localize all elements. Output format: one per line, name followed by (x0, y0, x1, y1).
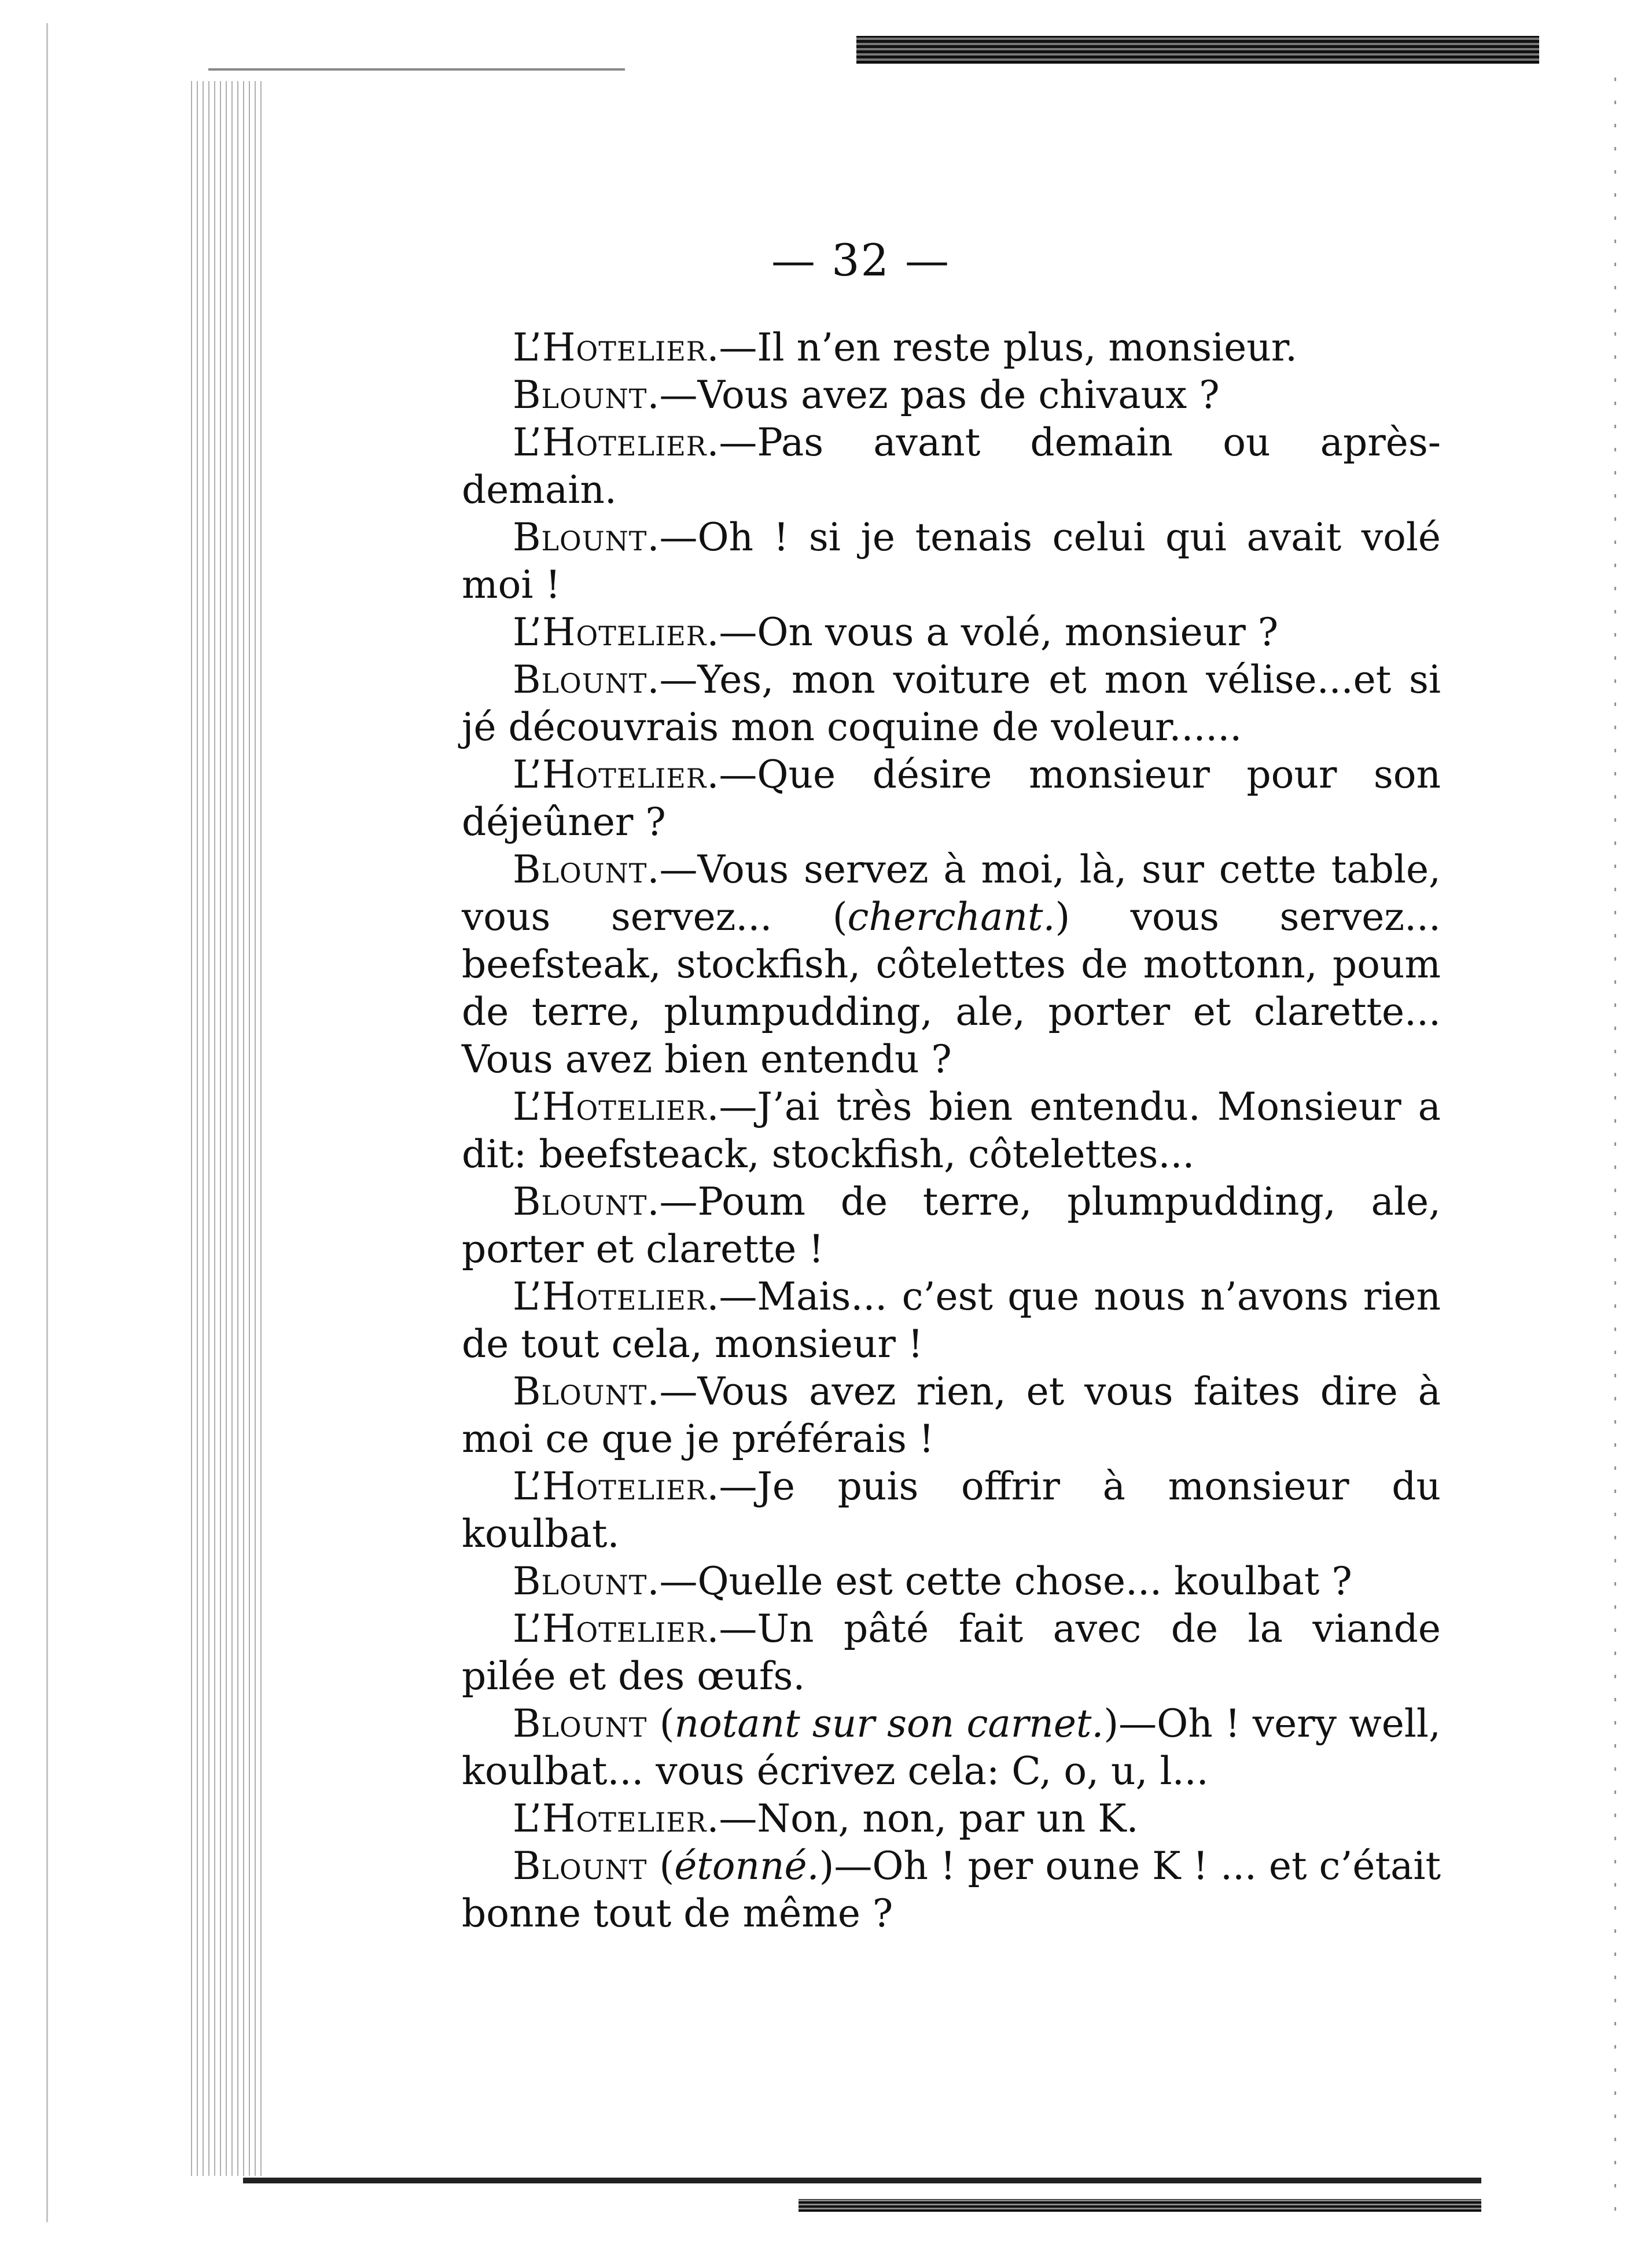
dialogue-line: .—Un pâté fait avec de la viande pilée et des œufs. (462, 1606, 1441, 1698)
dialogue-paragraph (462, 514, 1441, 609)
dialogue-line: .—Non, non, par un K. (707, 1796, 1139, 1841)
scan-shadow-line (46, 23, 48, 2222)
dialogue-line: .—Oh ! si je tenais celui qui avait volé moi ! (462, 515, 1441, 607)
speaker-name: L’Hotelier (513, 420, 707, 465)
right-scan-edge (1614, 69, 1616, 2211)
dialogue-paragraph (462, 1083, 1441, 1178)
dialogue-line: .—Mais... c’est que nous n’avons rien de tout cela, monsieur ! (462, 1274, 1441, 1366)
dialogue-line-continued: )—Oh ! per oune K ! ... et c’était bonne tout de même ? (462, 1844, 1441, 1936)
speaker-name: Blount (513, 1701, 647, 1746)
speaker-name: Blount (513, 1179, 647, 1224)
dialogue-paragraph (462, 1463, 1441, 1558)
bottom-page-rule (243, 2178, 1481, 2183)
book-page-edges (191, 81, 266, 2176)
speaker-name: Blount (513, 1844, 647, 1888)
speaker-name: L’Hotelier (513, 1274, 707, 1319)
stage-direction: cherchant. (847, 895, 1055, 939)
speaker-name: L’Hotelier (513, 1606, 707, 1651)
dialogue-line: .—Pas avant demain ou après-demain. (462, 420, 1441, 512)
speaker-name: L’Hotelier (513, 752, 707, 797)
dialogue-line: .—Poum de terre, plumpudding, ale, porter et clarette ! (462, 1179, 1441, 1271)
speaker-name: Blount (513, 1369, 647, 1414)
dialogue-paragraph (462, 419, 1441, 514)
top-scan-artifact (856, 36, 1539, 64)
speaker-name: L’Hotelier (513, 1796, 707, 1841)
dialogue-paragraph (462, 1368, 1441, 1463)
dialogue-paragraph (462, 609, 1441, 656)
top-scan-rule (208, 68, 625, 71)
dialogue-line-continued: )—Oh ! very well, koulbat... vous écrivez cela: C, o, u, l... (462, 1701, 1441, 1793)
dialogue-text (462, 324, 1441, 1937)
stage-direction: étonné. (674, 1844, 819, 1888)
dialogue-paragraph (462, 846, 1441, 1083)
dialogue-paragraph (462, 1605, 1441, 1700)
speaker-name: L’Hotelier (513, 1084, 707, 1129)
dialogue-line: .—On vous a volé, monsieur ? (707, 610, 1279, 655)
dialogue-line: .—Vous avez pas de chivaux ? (647, 373, 1220, 417)
dialogue-paragraph (462, 1273, 1441, 1368)
dialogue-paragraph (462, 656, 1441, 751)
dialogue-line: .—Que désire monsieur pour son déjeûner ? (462, 752, 1441, 844)
dialogue-line-continued: ) vous servez... beefsteak, stockfish, côtelettes de mottonn, poum de terre, plumpudding, ale, porter et clarette... Vous avez bien entendu ? (462, 895, 1441, 1082)
dialogue-line: .—Il n’en reste plus, monsieur. (707, 325, 1298, 370)
speaker-name: L’Hotelier (513, 325, 707, 370)
dialogue-paragraph (462, 1700, 1441, 1795)
dialogue-line: .—Yes, mon voiture et mon vélise...et si jé découvrais mon coquine de voleur...... (462, 657, 1441, 749)
speaker-name: Blount (513, 657, 647, 702)
dialogue-paragraph (462, 324, 1441, 372)
bottom-scan-artifact (799, 2199, 1481, 2212)
dialogue-paragraph (462, 751, 1441, 846)
dialogue-paragraph (462, 1178, 1441, 1273)
dialogue-paragraph (462, 1795, 1441, 1843)
dialogue-line: .—Vous avez rien, et vous faites dire à moi ce que je préférais ! (462, 1369, 1441, 1461)
dialogue-line: ( (647, 1701, 675, 1746)
dialogue-paragraph (462, 1558, 1441, 1605)
page-number: — 32 — (771, 234, 951, 286)
speaker-name: L’Hotelier (513, 1464, 707, 1509)
stage-direction: notant sur son carnet. (674, 1701, 1104, 1746)
dialogue-line: .—J’ai très bien entendu. Monsieur a dit: beefsteack, stockfish, côtelettes... (462, 1084, 1441, 1176)
speaker-name: Blount (513, 847, 647, 892)
dialogue-paragraph (462, 372, 1441, 419)
speaker-name: L’Hotelier (513, 610, 707, 655)
speaker-name: Blount (513, 515, 647, 560)
dialogue-line: .—Quelle est cette chose... koulbat ? (647, 1559, 1352, 1604)
dialogue-line: .—Je puis offrir à monsieur du koulbat. (462, 1464, 1441, 1556)
dialogue-line: ( (647, 1844, 675, 1888)
dialogue-paragraph (462, 1843, 1441, 1937)
speaker-name: Blount (513, 1559, 647, 1604)
speaker-name: Blount (513, 373, 647, 417)
dialogue-line: .—Vous servez à moi, là, sur cette table, vous servez... ( (462, 847, 1441, 939)
